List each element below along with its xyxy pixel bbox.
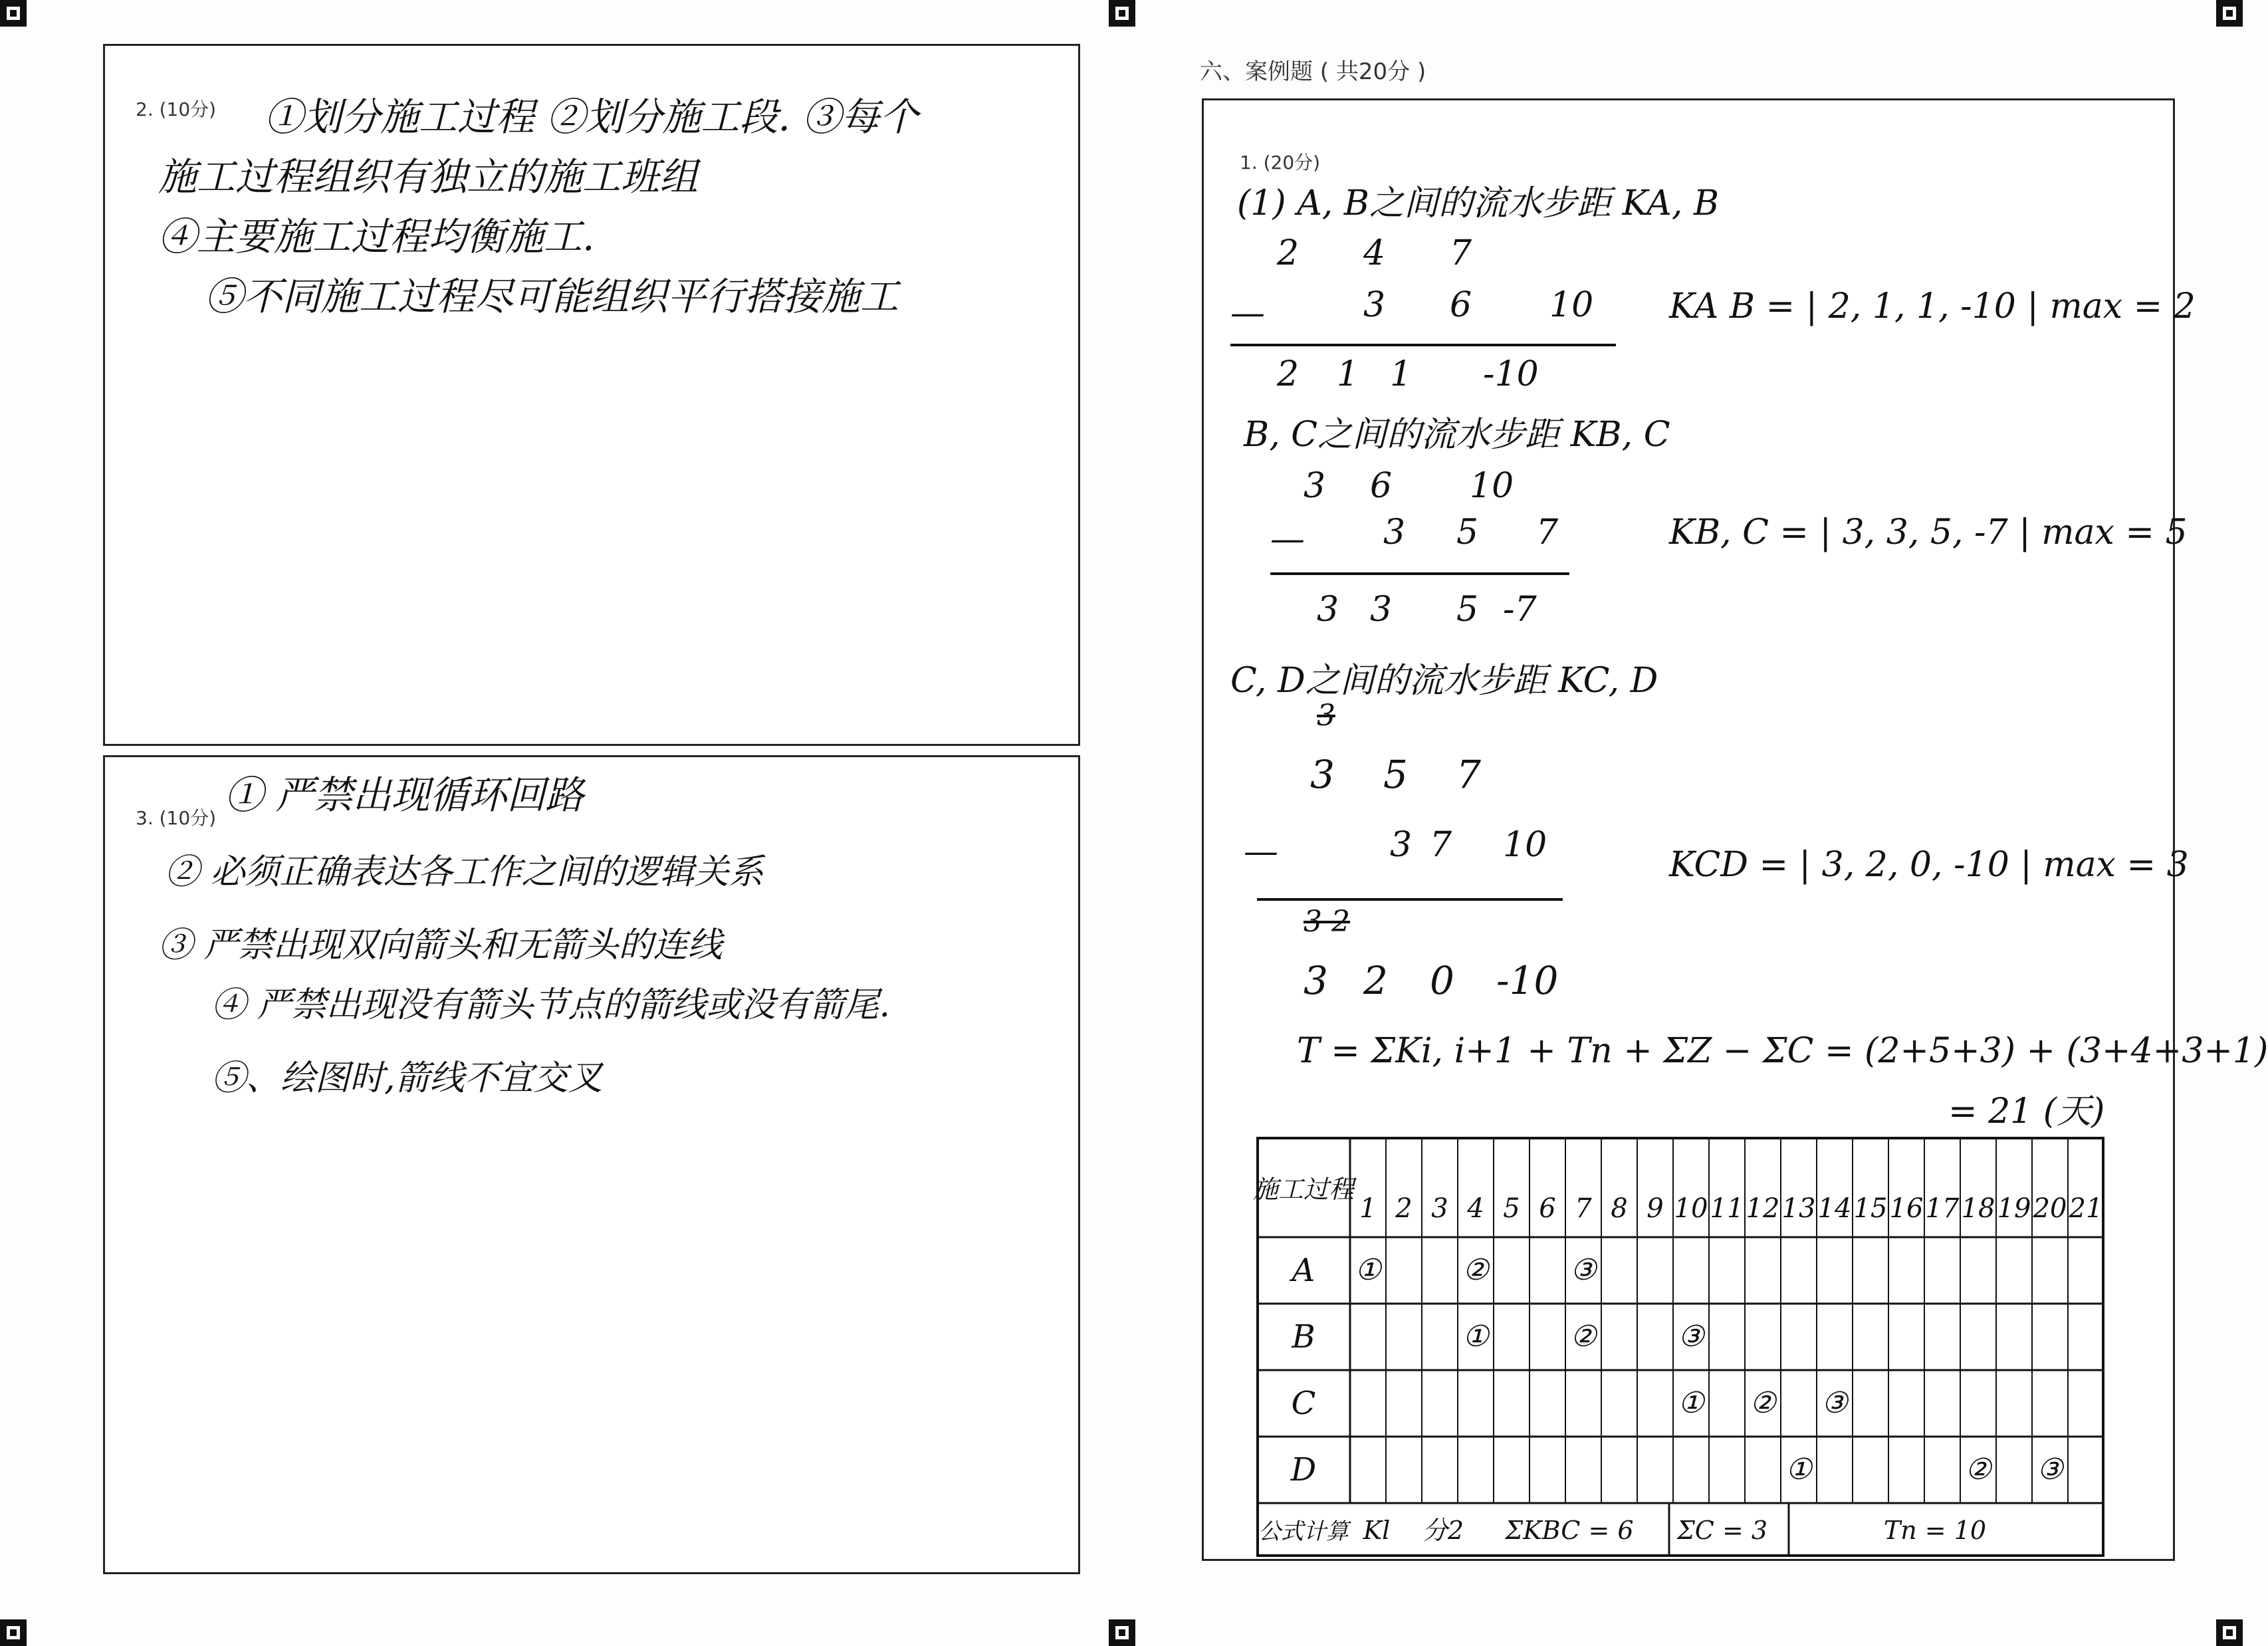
schedule-mark: ① — [1462, 1320, 1489, 1353]
schedule-mark: ② — [1462, 1253, 1489, 1287]
schedule-mark: ① — [1355, 1253, 1381, 1287]
schedule-day-number: 1 — [1359, 1193, 1377, 1224]
ab-row1-2: 7 — [1450, 233, 1472, 273]
ab-result-2: 1 — [1390, 354, 1413, 394]
bc-row1-2: 10 — [1470, 466, 1514, 506]
ab-result-3: -10 — [1483, 354, 1539, 394]
schedule-mark: ② — [1570, 1320, 1597, 1353]
corner-marker-top-right — [2216, 0, 2243, 27]
q3-line-3: ③ 严禁出现双向箭头和无箭头的连线 — [158, 925, 723, 965]
schedule-footer-item: 分2 — [1422, 1516, 1464, 1545]
q2-line-2: 施工过程组织有独立的施工班组 — [158, 154, 699, 199]
corner-marker-bottom-center — [1109, 1619, 1135, 1646]
q3-answer-box — [103, 755, 1080, 1574]
schedule-footer-item: Kl — [1363, 1516, 1391, 1545]
ab-underline — [1230, 344, 1616, 346]
schedule-mark: ② — [1965, 1453, 1991, 1486]
schedule-mark: ② — [1750, 1386, 1776, 1420]
schedule-day-number: 19 — [1997, 1193, 2031, 1224]
page-heading: 六、案例题 ( 共20分 ) — [1200, 59, 1426, 85]
bc-result-3: -7 — [1503, 590, 1537, 630]
q3-line-4: ④ 严禁出现没有箭头节点的箭线或没有箭尾. — [211, 985, 891, 1025]
ab-row1-1: 4 — [1363, 233, 1386, 273]
schedule-mark: ③ — [1678, 1320, 1704, 1353]
schedule-day-number: 11 — [1710, 1193, 1744, 1224]
cd-underline — [1257, 898, 1563, 901]
schedule-day-number: 12 — [1746, 1193, 1780, 1224]
cd-formula: KCD = | 3, 2, 0, -10 | max = 3 — [1669, 845, 2189, 885]
ab-row2-2: 10 — [1549, 285, 1594, 325]
cd-row2-0: 3 — [1390, 825, 1413, 865]
cd-result-0: 3 — [1304, 958, 1328, 1003]
bc-row1-1: 6 — [1370, 466, 1393, 506]
bc-underline — [1270, 572, 1569, 575]
schedule-row-label: C — [1291, 1385, 1316, 1422]
cd-struck2: 3 2 — [1304, 905, 1350, 939]
q3-label: 3. (10分) — [136, 807, 217, 829]
cd-struck: 3 — [1317, 699, 1335, 733]
bc-result-1: 3 — [1370, 590, 1393, 630]
schedule-day-number: 7 — [1575, 1193, 1592, 1224]
schedule-mark: ③ — [1570, 1253, 1597, 1287]
cd-minus: — — [1244, 832, 1278, 872]
q2-label: 2. (10分) — [136, 98, 217, 120]
cd-result-3: -10 — [1496, 958, 1559, 1003]
bc-result-0: 3 — [1317, 590, 1339, 630]
schedule-day-number: 10 — [1674, 1193, 1708, 1224]
q2-line-1: ①划分施工过程 ②划分施工段. ③每个 — [265, 94, 919, 140]
case-answer-box — [1202, 98, 2268, 1561]
bc-row2-0: 3 — [1383, 513, 1406, 552]
ab-minus: — — [1230, 293, 1265, 333]
cd-row2-2: 10 — [1503, 825, 1547, 865]
cd-result-2: 0 — [1430, 958, 1454, 1003]
bc-result-2: 5 — [1456, 590, 1479, 630]
schedule-chart — [1252, 1137, 2114, 1545]
bc-formula: KB, C = | 3, 3, 5, -7 | max = 5 — [1669, 513, 2188, 552]
schedule-row-label: B — [1292, 1318, 1315, 1355]
corner-marker-top-left — [0, 0, 27, 27]
schedule-day-number: 18 — [1961, 1193, 1995, 1224]
schedule-footer-item: Tn = 10 — [1883, 1516, 1987, 1545]
schedule-footer-item: ΣKBC = 6 — [1505, 1516, 1634, 1545]
schedule-day-number: 20 — [2033, 1193, 2067, 1224]
schedule-day-number: 2 — [1395, 1193, 1413, 1224]
bc-row2-1: 5 — [1456, 513, 1479, 552]
ab-result-0: 2 — [1277, 354, 1300, 394]
schedule-row-label: A — [1292, 1252, 1315, 1289]
schedule-mark: ③ — [2037, 1453, 2063, 1486]
ab-formula: KA B = | 2, 1, 1, -10 | max = 2 — [1669, 287, 2196, 326]
bc-title: B, C之间的流水步距 KB, C — [1244, 415, 1670, 455]
schedule-day-number: 6 — [1539, 1193, 1556, 1224]
bc-row2-2: 7 — [1536, 513, 1559, 552]
schedule-day-number: 13 — [1781, 1193, 1816, 1224]
schedule-day-number: 16 — [1889, 1193, 1924, 1224]
total-line-1: T = ΣKi, i+1 + Tn + ΣZ − ΣC = (2+5+3) + (3+4+3+1) — [1297, 1031, 2268, 1071]
corner-marker-bottom-left — [0, 1619, 27, 1646]
cd-row1-1: 5 — [1383, 752, 1408, 797]
bc-minus: — — [1270, 519, 1305, 559]
q3-line-5: ⑤、绘图时,箭线不宜交叉 — [211, 1058, 603, 1098]
q2-line-4: ⑤不同施工过程尽可能组织平行搭接施工 — [205, 274, 899, 319]
cd-result-1: 2 — [1363, 958, 1388, 1003]
schedule-footer-label: 公式计算 — [1258, 1518, 1349, 1545]
schedule-mark: ① — [1678, 1386, 1704, 1420]
schedule-day-number: 15 — [1853, 1193, 1888, 1224]
schedule-mark: ③ — [1821, 1386, 1848, 1420]
schedule-day-number: 8 — [1611, 1193, 1628, 1224]
case-label: 1. (20分) — [1240, 152, 1321, 174]
cd-title: C, D之间的流水步距 KC, D — [1230, 661, 1658, 701]
ab-row2-1: 6 — [1450, 285, 1472, 325]
ab-result-1: 1 — [1337, 354, 1359, 394]
schedule-row-label: D — [1290, 1451, 1317, 1488]
schedule-day-number: 17 — [1925, 1193, 1960, 1224]
schedule-day-number: 5 — [1503, 1193, 1520, 1224]
total-line-2: = 21 (天) — [1948, 1092, 2105, 1131]
schedule-day-number: 14 — [1817, 1193, 1852, 1224]
q3-line-1: ① 严禁出现循环回路 — [225, 772, 584, 818]
corner-marker-top-center — [1109, 0, 1135, 27]
cd-row2-1: 7 — [1430, 825, 1452, 865]
cd-row1-2: 7 — [1456, 752, 1481, 797]
q3-line-2: ② 必须正确表达各工作之间的逻辑关系 — [165, 852, 764, 892]
q2-answer-box — [103, 44, 1080, 746]
cd-row1-0: 3 — [1310, 752, 1335, 797]
schedule-day-number: 4 — [1467, 1193, 1484, 1224]
schedule-day-number: 21 — [2069, 1193, 2103, 1224]
schedule-header-label: 施工过程 — [1252, 1175, 1355, 1204]
corner-marker-bottom-right — [2216, 1619, 2243, 1646]
ab-row1-0: 2 — [1277, 233, 1300, 273]
ab-title: (1) A, B之间的流水步距 KA, B — [1237, 183, 1720, 223]
schedule-footer-item: ΣC = 3 — [1676, 1516, 1768, 1545]
schedule-day-number: 9 — [1646, 1193, 1664, 1224]
schedule-day-number: 3 — [1431, 1193, 1448, 1224]
schedule-mark: ① — [1785, 1453, 1812, 1486]
ab-row2-0: 3 — [1363, 285, 1386, 325]
bc-row1-0: 3 — [1304, 466, 1326, 506]
q2-line-3: ④主要施工过程均衡施工. — [158, 214, 595, 259]
